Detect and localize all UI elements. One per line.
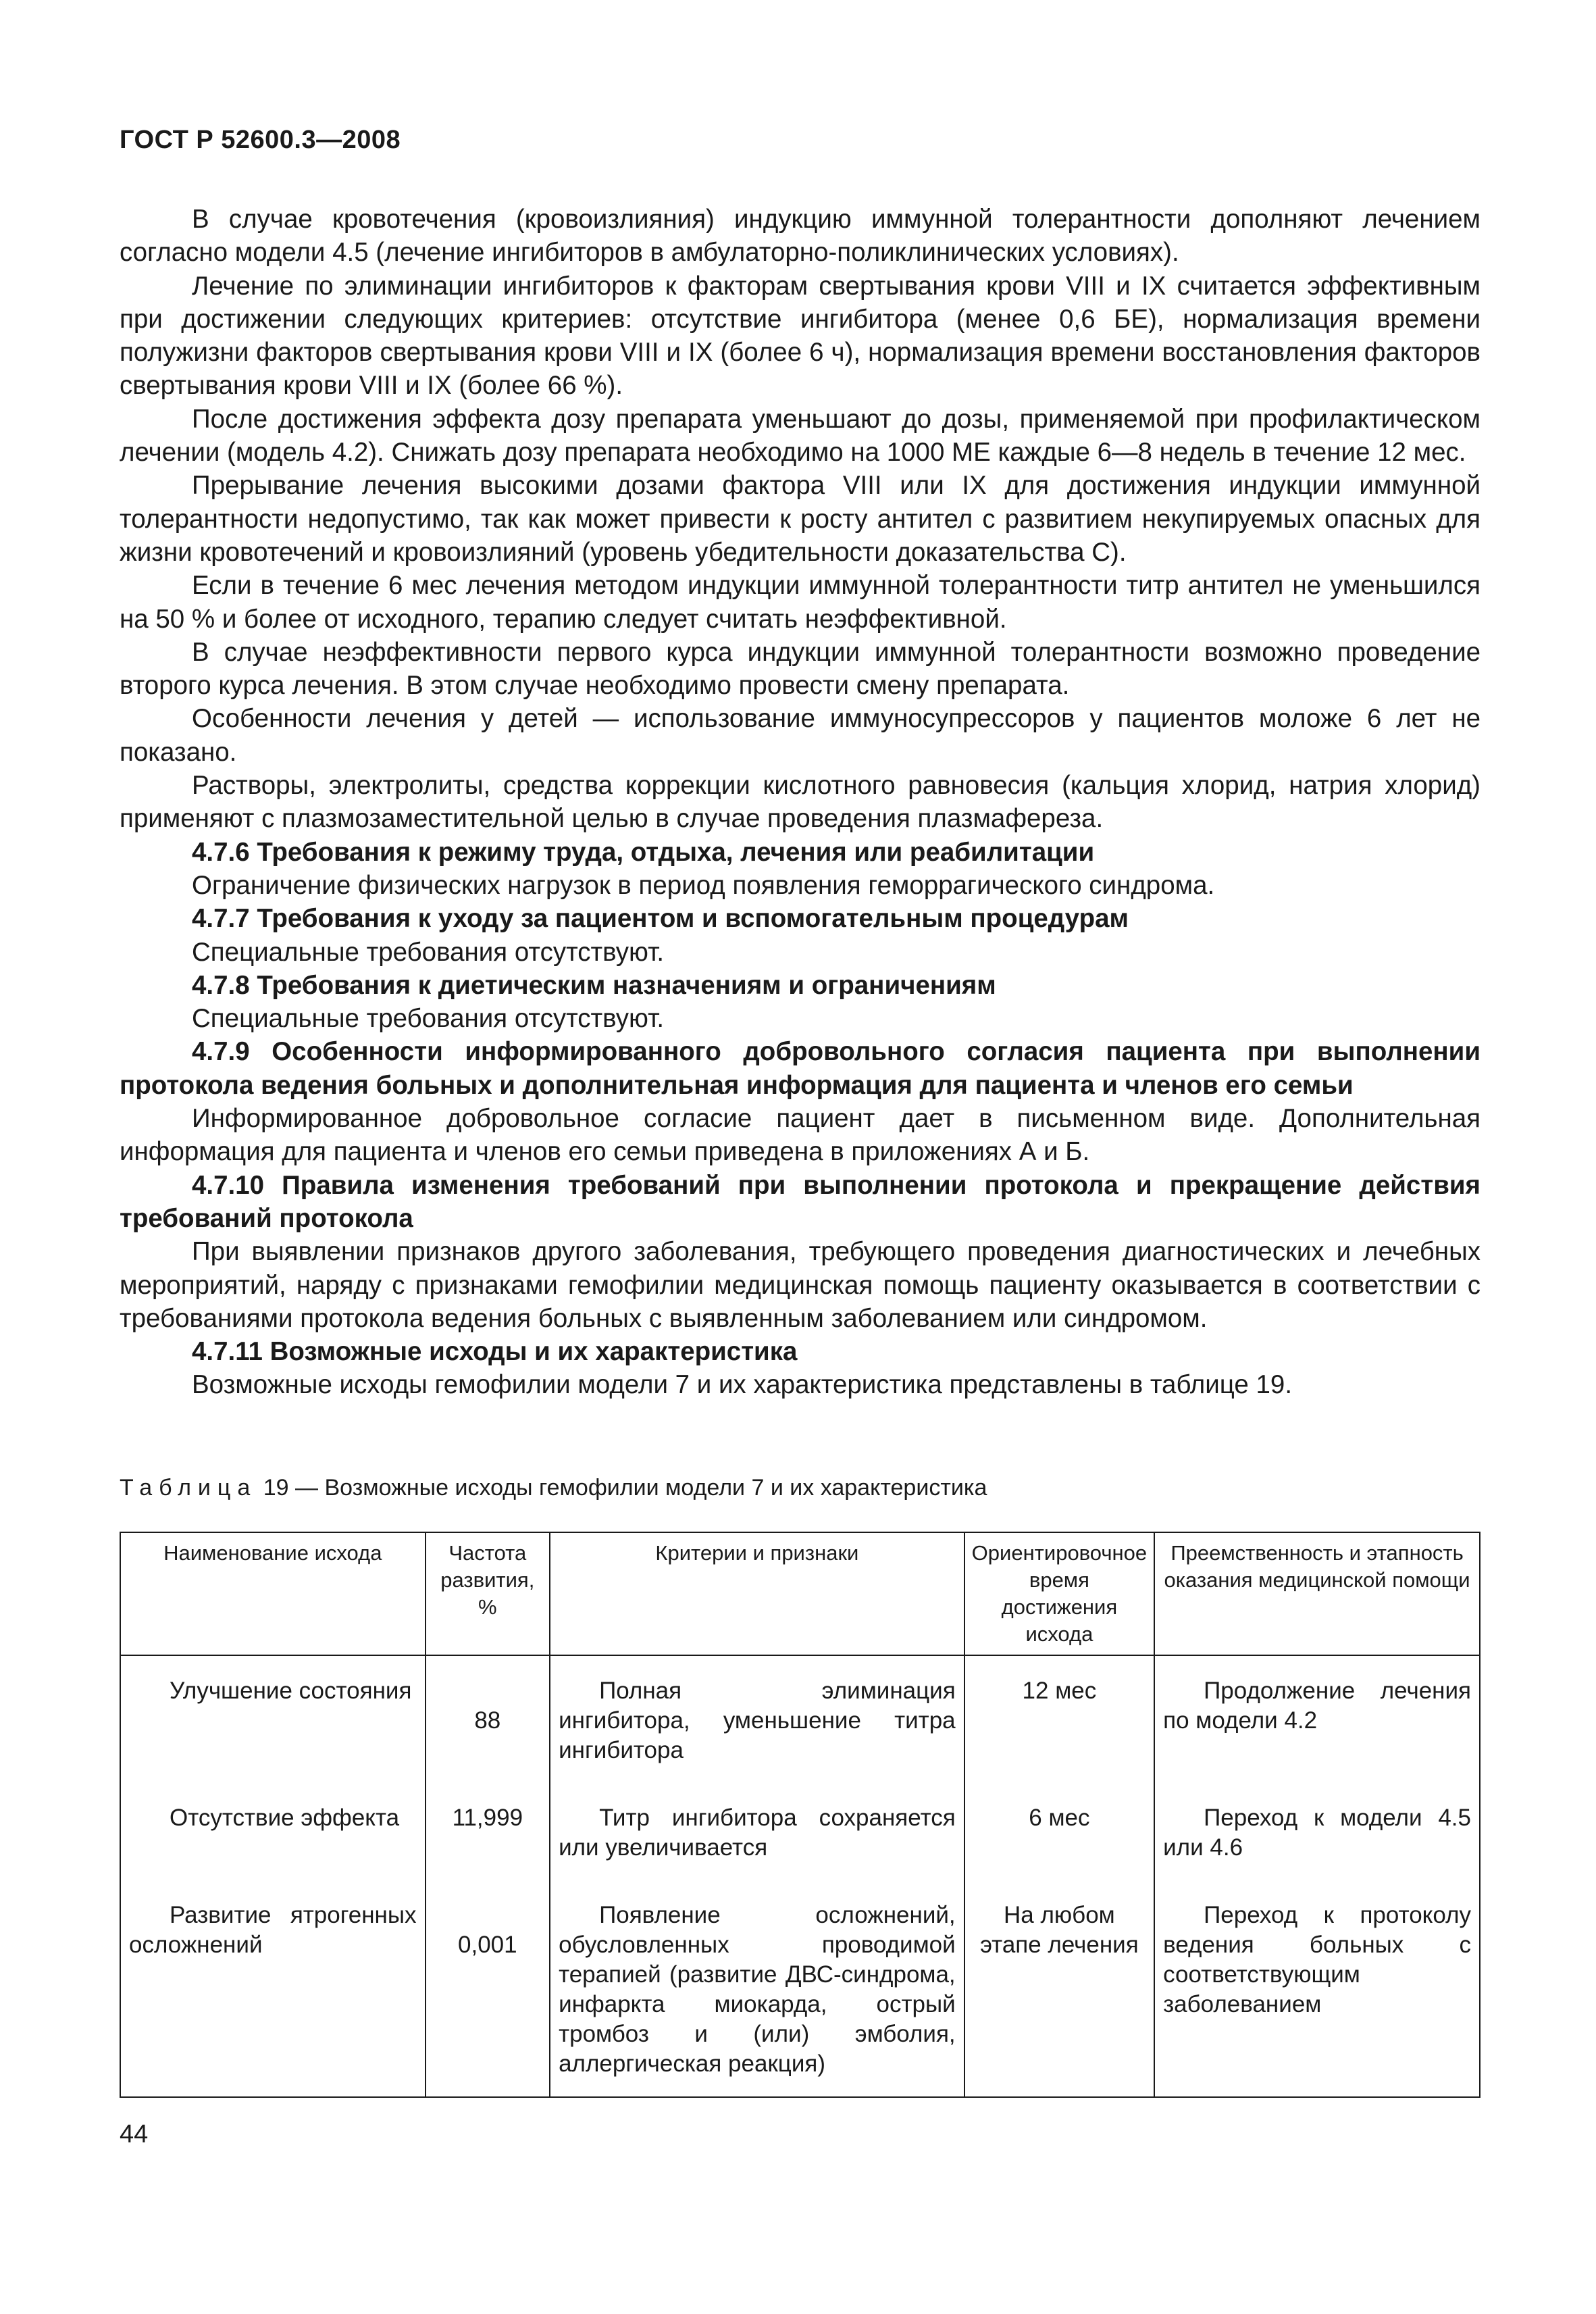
column-header: Наименование исхода xyxy=(120,1532,426,1655)
continuity-cell: Продолжение лечения по модели 4.2 xyxy=(1154,1655,1480,1783)
paragraph: Растворы, электролиты, средства коррекции кислотного равновесия (кальция хлорид, натрия хлорид) применяют с плазмозаместительной целью в случае проведения плазмафереза. xyxy=(120,771,1481,834)
table-caption xyxy=(120,1473,1481,1503)
paragraph: Информированное добровольное согласие пациент дает в письменном виде. Дополнительная информация для пациента и членов его семьи приведена в приложениях А и Б. xyxy=(120,1104,1481,1167)
criteria-cell: Титр ингибитора сохраняется или увеличивается xyxy=(550,1783,964,1880)
paragraph: Специальные требования отсутствуют. xyxy=(192,1004,665,1034)
table-row xyxy=(120,1880,1480,2097)
time-cell: На любом этапе лечения xyxy=(964,1880,1154,2097)
table-header-row xyxy=(120,1532,1480,1655)
continuity-cell: Переход к протоколу ведения больных с соответствующим заболеванием xyxy=(1154,1880,1480,2097)
section-heading: 4.7.6 Требования к режиму труда, отдыха, лечения или реабилитации xyxy=(192,837,1095,867)
frequency-cell: 11,999 xyxy=(426,1783,550,1880)
paragraph: Ограничение физических нагрузок в период появления геморрагического синдрома. xyxy=(192,870,1215,900)
paragraph: После достижения эффекта дозу препарата уменьшают до дозы, применяемой при профилактическом лечении (модель 4.2). Снижать дозу препарата необходимо на 1000 МЕ каждые 6—8 недель в течение 12 мес. xyxy=(120,404,1481,468)
time-cell: 6 мес xyxy=(964,1783,1154,1880)
section-heading: 4.7.10 Правила изменения требований при выполнении протокола и прекращение действия требований протокола xyxy=(120,1170,1481,1233)
frequency-cell: 88 xyxy=(426,1655,550,1783)
section-heading: 4.7.8 Требования к диетическим назначениям и ограничениям xyxy=(192,970,996,1000)
outcome-cell: Отсутствие эффекта xyxy=(120,1783,426,1880)
continuity-cell: Переход к модели 4.5 или 4.6 xyxy=(1154,1783,1480,1880)
criteria-cell: Появление осложнений, обусловленных проводимой терапией (развитие ДВС-синдрома, инфаркта миокарда, острый тромбоз и (или) эмболия, аллергическая реакция) xyxy=(550,1880,964,2097)
paragraph: При выявлении признаков другого заболевания, требующего проведения диагностических и лечебных мероприятий, наряду с признаками гемофилии медицинская помощь пациенту оказывается в соответствии с требованиями протокола ведения больных с выявленным заболеванием или синдромом. xyxy=(120,1237,1481,1333)
outcomes-table xyxy=(120,1532,1481,2098)
section-heading: 4.7.7 Требования к уходу за пациентом и вспомогательным процедурам xyxy=(192,904,1129,934)
column-header: Частота развития, % xyxy=(426,1532,550,1655)
column-header: Ориентировочное время достижения исхода xyxy=(964,1532,1154,1655)
outcome-cell: Улучшение состояния xyxy=(120,1655,426,1783)
time-cell: 12 мес xyxy=(964,1655,1154,1783)
paragraph: Специальные требования отсутствуют. xyxy=(192,937,665,967)
column-header: Преемственность и этапность оказания медицинской помощи xyxy=(1154,1532,1480,1655)
table-caption-label: Таблица xyxy=(120,1475,257,1501)
paragraph: Особенности лечения у детей — использование иммуносупрессоров у пациентов моложе 6 лет не показано. xyxy=(120,704,1481,767)
section-heading: 4.7.11 Возможные исходы и их характеристика xyxy=(192,1337,798,1367)
table-caption-text: 19 — Возможные исходы гемофилии модели 7 и их характеристика xyxy=(257,1475,987,1501)
document-header: ГОСТ Р 52600.3—2008 xyxy=(120,126,401,154)
paragraph: В случае неэффективности первого курса индукции иммунной толерантности возможно проведение второго курса лечения. В этом случае необходимо провести смену препарата. xyxy=(120,637,1481,701)
section-heading: 4.7.9 Особенности информированного добровольного согласия пациента при выполнении протокола ведения больных и дополнительная информация для пациента и членов его семьи xyxy=(120,1037,1481,1100)
table-row xyxy=(120,1655,1480,1783)
paragraph: Если в течение 6 мес лечения методом индукции иммунной толерантности титр антител не уменьшился на 50 % и более от исходного, терапию следует считать неэффективной. xyxy=(120,571,1481,634)
body-text xyxy=(120,203,1481,1402)
paragraph: Лечение по элиминации ингибиторов к факторам свертывания крови VIII и IX считается эффективным при достижении следующих критериев: отсутствие ингибитора (менее 0,6 БЕ), нормализация времени полужизни факторов свертывания крови VIII и IX (более 6 ч), нормализация времени восстановления факторов свертывания крови VIII и IX (более 66 %). xyxy=(120,271,1481,401)
column-header: Критерии и признаки xyxy=(550,1532,964,1655)
frequency-cell: 0,001 xyxy=(426,1880,550,2097)
paragraph: Прерывание лечения высокими дозами фактора VIII или IX для достижения индукции иммунной толерантности недопустимо, так как может привести к росту антител с развитием некупируемых опасных для жизни кровотечений и кровоизлияний (уровень убедительности доказательства С). xyxy=(120,471,1481,567)
paragraph: Возможные исходы гемофилии модели 7 и их характеристика представлены в таблице 19. xyxy=(192,1370,1293,1400)
page-number: 44 xyxy=(120,2120,149,2148)
outcome-cell: Развитие ятрогенных осложнений xyxy=(120,1880,426,2097)
table-row xyxy=(120,1783,1480,1880)
criteria-cell: Полная элиминация ингибитора, уменьшение титра ингибитора xyxy=(550,1655,964,1783)
paragraph: В случае кровотечения (кровоизлияния) индукцию иммунной толерантности дополняют лечением согласно модели 4.5 (лечение ингибиторов в амбулаторно-поликлинических условиях). xyxy=(120,205,1481,268)
